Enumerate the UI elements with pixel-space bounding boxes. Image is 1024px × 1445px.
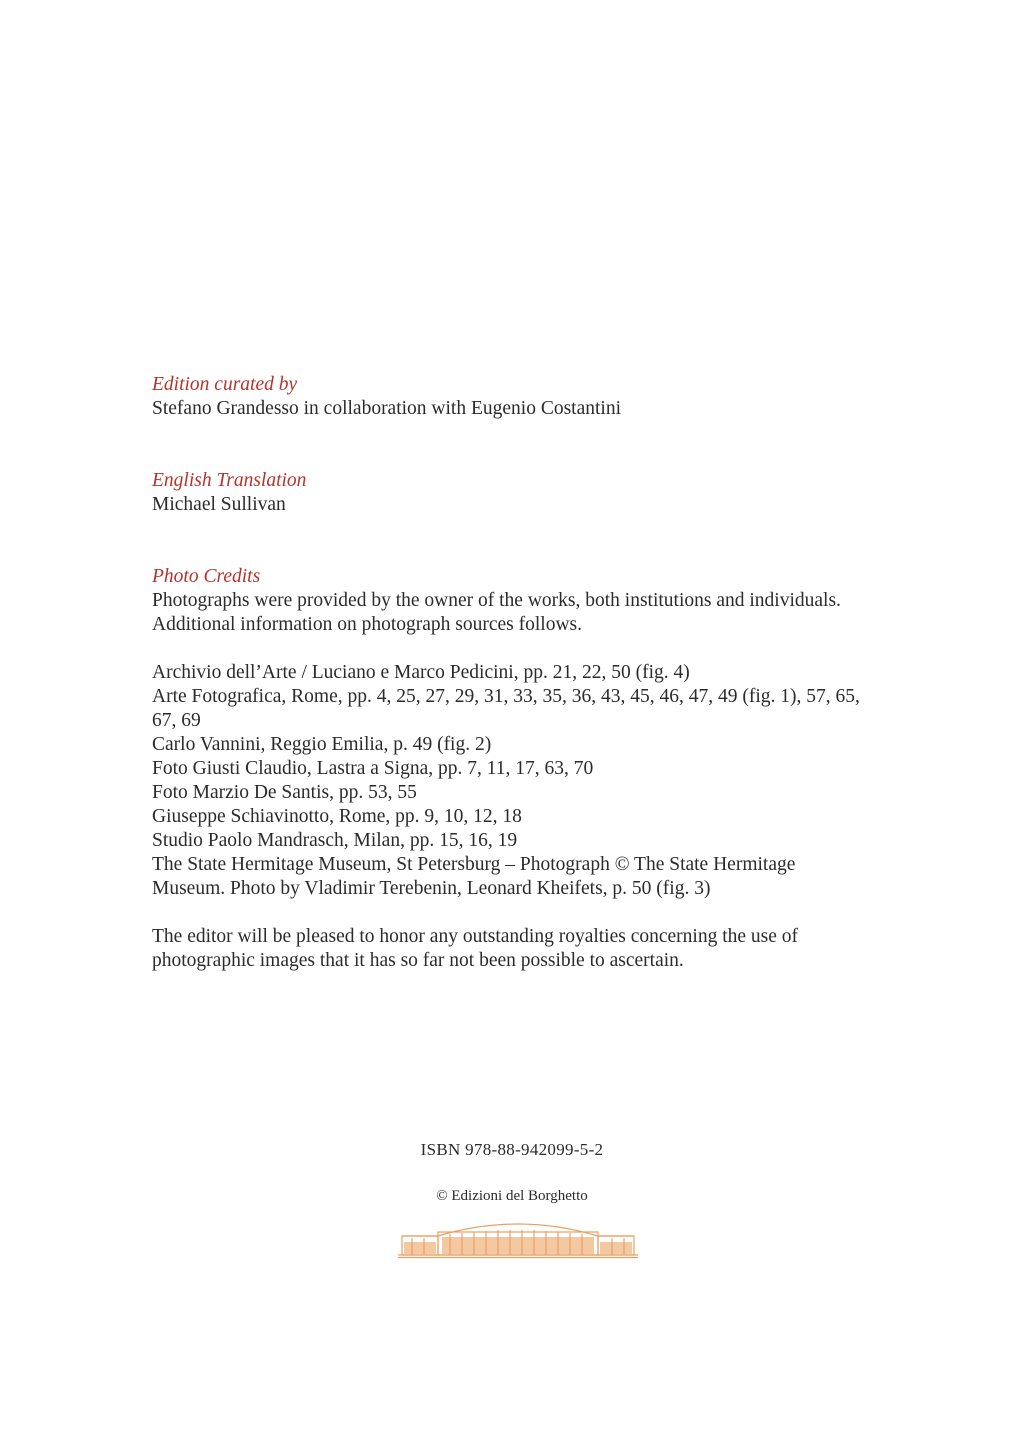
translation-section <box>152 469 872 517</box>
credit-item: The State Hermitage Museum, St Petersburg – Photograph © The State Hermitage Museum. Photo by Vladimir Terebenin, Leonard Kheifets, p. 50 (fig. 3) <box>152 854 796 899</box>
credit-item: Arte Fotografica, Rome, pp. 4, 25, 27, 29, 31, 33, 35, 36, 43, 45, 46, 47, 49 (fig. 1), 57, 65, 67, 69 <box>152 686 860 731</box>
royalties-note: The editor will be pleased to honor any outstanding royalties concerning the use of photographic images that it has so far not been possible to ascertain. <box>152 926 799 971</box>
translation-text: Michael Sullivan <box>152 494 286 515</box>
curated-text: Stefano Grandesso in collaboration with Eugenio Costantini <box>152 398 621 419</box>
credit-item: Archivio dell’Arte / Luciano e Marco Pedicini, pp. 21, 22, 50 (fig. 4) <box>152 662 690 683</box>
isbn: ISBN 978-88-942099-5-2 <box>420 1140 604 1159</box>
credit-item: Giuseppe Schiavinotto, Rome, pp. 9, 10, 12, 18 <box>152 806 522 827</box>
photo-credits-section <box>152 565 872 973</box>
photo-credits-heading: Photo Credits <box>152 566 261 587</box>
photo-credits-intro: Photographs were provided by the owner of the works, both institutions and individuals. Additional information on photograph sources follows. <box>152 590 841 635</box>
credit-item: Foto Marzio De Santis, pp. 53, 55 <box>152 782 417 803</box>
translation-heading: English Translation <box>152 470 307 491</box>
credit-item: Foto Giusti Claudio, Lastra a Signa, pp. 7, 11, 17, 63, 70 <box>152 758 594 779</box>
curated-heading: Edition curated by <box>152 374 298 395</box>
copyright: © Edizioni del Borghetto <box>436 1188 588 1204</box>
building-facade-logo-icon <box>398 1222 638 1260</box>
credit-item: Carlo Vannini, Reggio Emilia, p. 49 (fig. 2) <box>152 734 492 755</box>
photo-credits-list <box>152 661 872 901</box>
curated-section <box>152 373 872 421</box>
credit-item: Studio Paolo Mandrasch, Milan, pp. 15, 16, 19 <box>152 830 518 851</box>
